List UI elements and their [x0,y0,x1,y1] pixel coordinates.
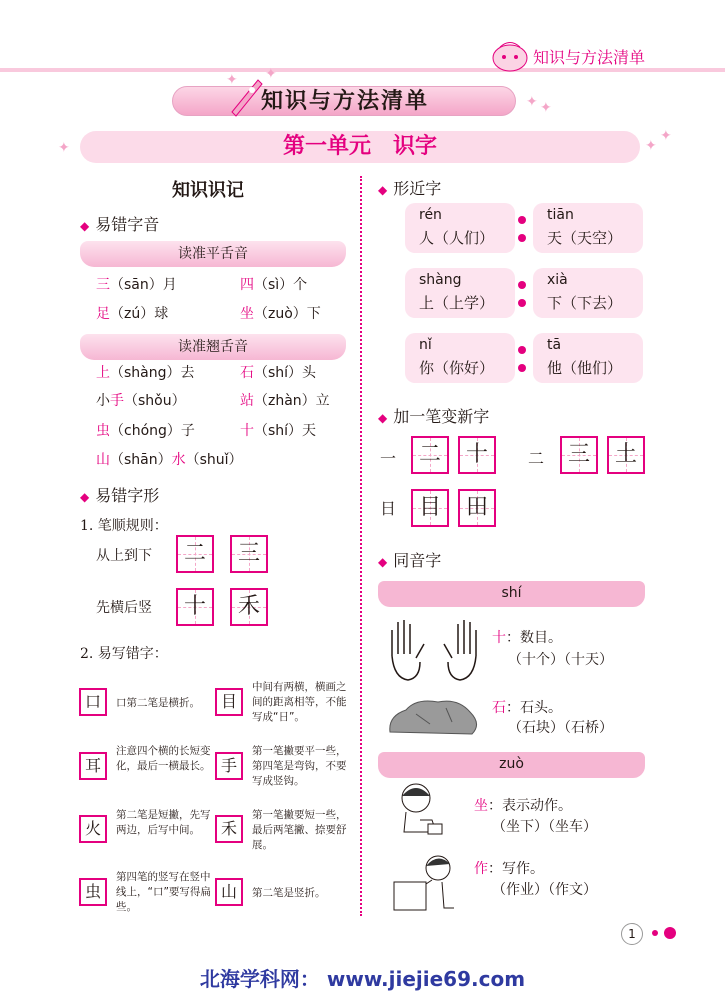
footer-watermark: 北海学科网： www.jiejie69.com [199,967,526,991]
column-divider [360,176,362,916]
similar-char-card: shàng 上（上学） [405,268,515,318]
homophone-item: 坐：表示动作。 [474,798,572,814]
pinyin-item: 十（shí）天 [240,423,317,439]
section-heading [378,176,441,199]
pinyin-item: 坐（zuò）下 [240,306,321,322]
homophone-words: （十个）（十天） [508,652,613,668]
pinyin-item: 三（sān）月 [96,277,177,293]
char-box: 二 [411,436,449,474]
char-box: 三 [560,436,598,474]
similar-char-card: nǐ 你（你好） [405,333,515,383]
error-char: 口 [79,688,107,716]
dot [664,927,676,939]
base-char: 一 [380,449,397,468]
diamond-icon: ◆ [80,490,90,504]
error-char: 火 [79,815,107,843]
similar-char-card: tā 他（他们） [533,333,643,383]
pill-flat: 读准平舌音 [80,241,346,267]
char-box: 禾 [230,588,268,626]
base-char: 日 [380,499,397,518]
section-label: 易错字形 [95,486,160,505]
rule-title: 1. 笔顺规则： [80,518,168,534]
dot [652,930,658,936]
rock-icon [386,694,482,738]
error-note: 中间有两横，横画之间的距离相等，不能写成“日”。 [252,681,347,723]
error-note: 第一笔撇要短一些，最后两笔撇、捺要舒展。 [252,809,347,851]
similar-char-card: xià 下（下去） [533,268,643,318]
section-heading [378,404,489,427]
pinyin-item: 四（sì）个 [240,277,308,293]
hands-icon [386,616,482,682]
diamond-icon: ◆ [378,411,388,425]
char-box: 二 [176,535,214,573]
error-char: 手 [215,752,243,780]
pinyin-banner-shi: shí [378,581,645,607]
dot [518,364,526,372]
similar-char-card: tiān 天（天空） [533,203,643,253]
base-char: 二 [528,449,545,468]
sparkle-icon: ✦ [58,140,70,156]
char-box: 十 [176,588,214,626]
sparkle-icon: ✦ [660,128,672,144]
error-char: 虫 [79,878,107,906]
error-char: 山 [215,878,243,906]
homophone-words: （石块）（石桥） [508,720,613,736]
homophone-item: 十：数目。 [492,630,562,646]
error-note: 第四笔的竖写在竖中线上，“口”要写得扁些。 [116,871,211,913]
homophone-words: （作业）（作文） [492,882,597,898]
section-label: 同音字 [393,551,442,570]
pinyin-item: 上（shàng）去 [96,365,195,381]
header-line [0,68,725,72]
error-char: 禾 [215,815,243,843]
section-label: 加一笔变新字 [393,407,490,426]
sparkle-icon: ✦ [226,72,238,88]
similar-char-card: rén 人（人们） [405,203,515,253]
error-note: 口第二笔是横折。 [116,697,200,709]
sparkle-icon: ✦ [526,94,538,110]
section-label: 形近字 [393,179,442,198]
section-heading: 知识识记 [172,180,244,201]
homophone-item: 作：写作。 [474,861,544,877]
error-note: 第二笔是短撇，先写两边，后写中间。 [116,809,211,836]
banner-title: 知识与方法清单 [260,89,429,114]
section-heading [378,548,441,571]
page-number: 1 [621,923,643,945]
homophone-words: （坐下）（坐车） [492,819,597,835]
pinyin-item: 石（shí）头 [240,365,317,381]
dot [518,346,526,354]
char-box: 目 [411,489,449,527]
diamond-icon: ◆ [378,555,388,569]
error-note: 注意四个横的长短变化，最后一横最长。 [116,745,211,772]
section-heading [80,483,159,506]
sparkle-icon: ✦ [645,138,657,154]
error-note: 第一笔撇要平一些，第四笔是弯钩，不要写成竖钩。 [252,745,347,787]
mascot-icon [490,38,530,72]
pinyin-item: 足（zú）球 [96,306,169,322]
dot [518,299,526,307]
error-char: 耳 [79,752,107,780]
char-box: 土 [607,436,645,474]
error-title: 2. 易写错字： [80,646,168,662]
rule-label: 先横后竖 [96,600,152,616]
error-char: 目 [215,688,243,716]
pinyin-banner-zuo: zuò [378,752,645,778]
section-heading [80,212,159,235]
char-box: 三 [230,535,268,573]
homophone-item: 石：石头。 [492,700,562,716]
diamond-icon: ◆ [378,183,388,197]
unit-title: 第一单元 识字 [282,134,437,159]
error-note: 第二笔是竖折。 [252,887,326,899]
pinyin-item: 虫（chóng）子 [96,423,195,439]
char-box: 十 [458,436,496,474]
sparkle-icon: ✦ [540,100,552,116]
sparkle-icon: ✦ [265,66,277,82]
girl-sitting-icon [392,780,452,842]
rule-label: 从上到下 [96,548,152,564]
dot [518,234,526,242]
dot [518,216,526,224]
pill-curl: 读准翘舌音 [80,334,346,360]
boy-writing-icon [392,852,456,914]
pinyin-item: 小手（shǒu） [96,393,186,409]
section-label: 易错字音 [95,215,160,234]
dot [518,281,526,289]
diamond-icon: ◆ [80,219,90,233]
char-box: 田 [458,489,496,527]
pinyin-item: 站（zhàn）立 [240,393,330,409]
pinyin-item: 山（shān）水（shuǐ） [96,452,243,468]
header-title: 知识与方法清单 [533,48,646,67]
